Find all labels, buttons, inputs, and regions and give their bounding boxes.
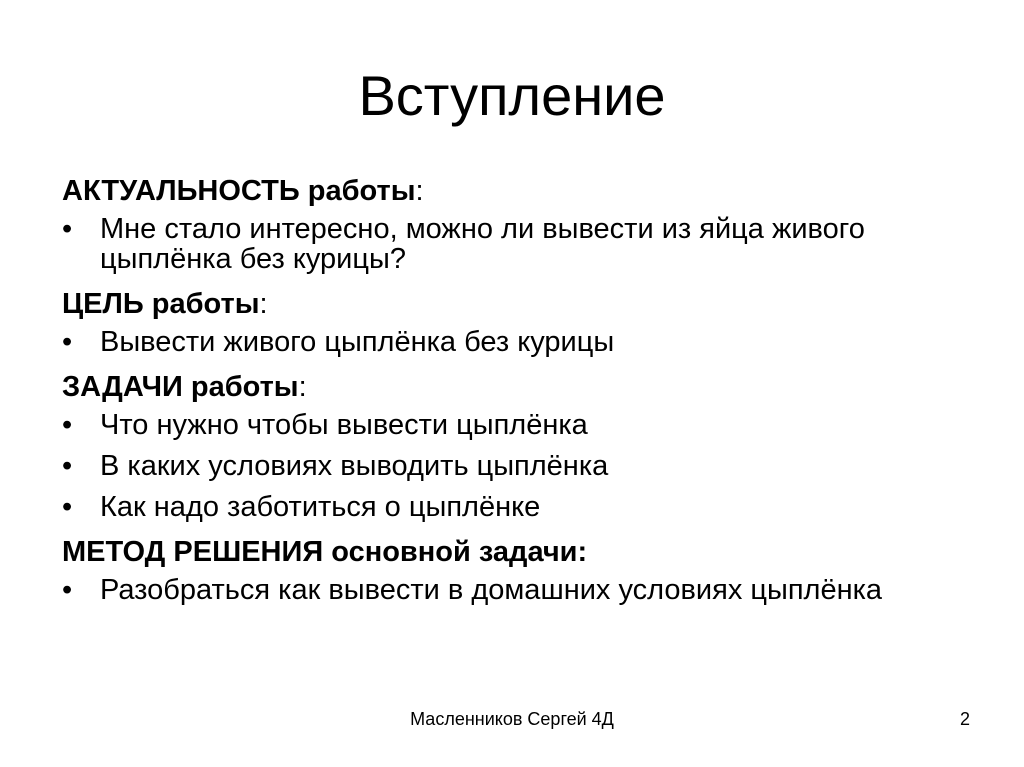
section-heading-method [62, 533, 962, 571]
bullet-dot-icon: • [62, 326, 73, 358]
section-heading-goal [62, 285, 962, 323]
bullet-item [62, 575, 962, 605]
bullet-dot-icon: • [62, 574, 73, 606]
bullet-dot-icon: • [62, 409, 73, 441]
bullet-text: В каких условиях выводить цыплёнка [100, 450, 609, 482]
section-heading-relevance [62, 172, 962, 210]
bullet-text: Что нужно чтобы вывести цыплёнка [100, 409, 588, 441]
slide-title: Вступление [358, 64, 666, 127]
page-number: 2 [959, 709, 970, 729]
bullet-text: Как надо заботиться о цыплёнке [100, 491, 541, 523]
section-heading-text: ЗАДАЧИ работы [62, 371, 299, 403]
bullet-item [62, 492, 962, 522]
section-heading-colon: : [415, 175, 424, 207]
bullet-dot-icon: • [62, 450, 73, 482]
section-heading-text: АКТУАЛЬНОСТЬ работы [62, 175, 416, 207]
bullet-item [62, 451, 962, 481]
bullet-item [62, 214, 962, 274]
bullet-item [62, 327, 962, 357]
bullet-text: Мне стало интересно, можно ли вывести из яйца живого цыплёнка без курицы? [100, 213, 865, 275]
bullet-dot-icon: • [62, 491, 73, 523]
section-heading-colon: : [259, 288, 268, 320]
bullet-text: Вывести живого цыплёнка без курицы [100, 326, 615, 358]
bullet-dot-icon: • [62, 213, 73, 245]
slide-content [62, 172, 962, 616]
section-heading-colon: : [298, 371, 307, 403]
footer-author: Масленников Сергей 4Д [410, 709, 614, 729]
bullet-text: Разобраться как вывести в домашних условиях цыплёнка [100, 574, 883, 606]
bullet-item [62, 410, 962, 440]
section-heading-text: МЕТОД РЕШЕНИЯ основной задачи: [62, 536, 588, 568]
section-heading-tasks [62, 368, 962, 406]
section-heading-text: ЦЕЛЬ работы [62, 288, 260, 320]
